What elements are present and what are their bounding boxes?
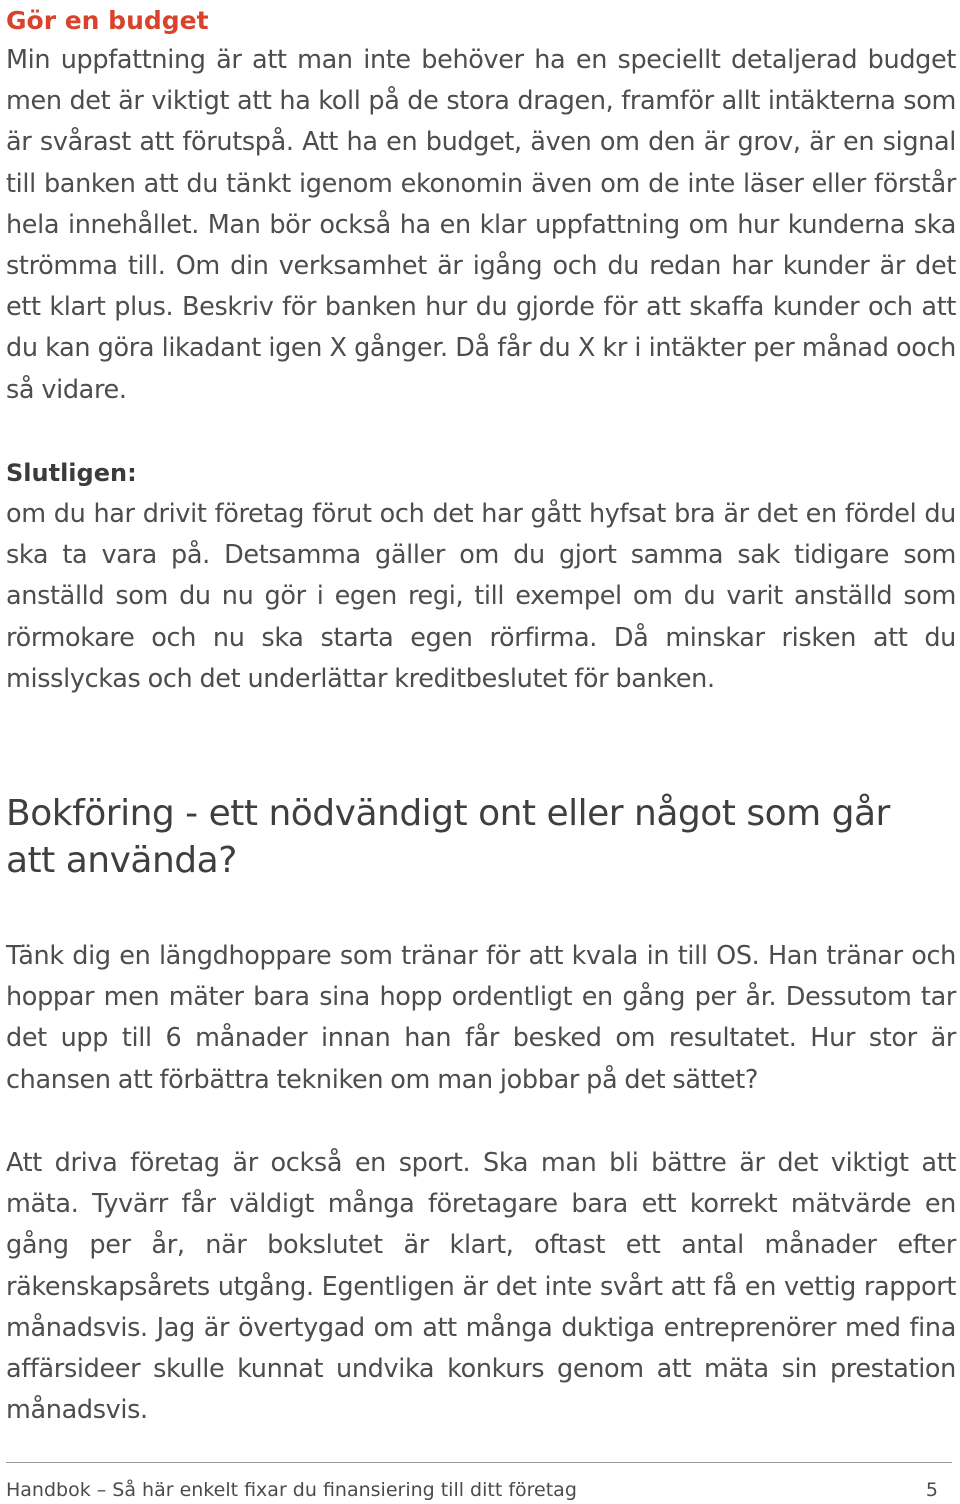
budget-paragraph: Min uppfattning är att man inte behöver ha en speciellt detaljerad budget men det är viktigt att ha koll på de stora dragen, framför allt intäkterna som är svårast att förutspå. Att ha en budget, även om den är grov, är en signal till banken att du tänkt igenom ekonomin även om de inte läser eller förstår hela innehållet. Man bör också ha en klar uppfattning om hur kunderna ska strömma till. Om din verksamhet är igång och du redan har kunder är det ett klart plus. Beskriv för banken hur du gjorde för att skaffa kunder och att du kan göra likadant igen X gånger. Då får du X kr i intäkter per månad ooch så vidare. [6, 45, 956, 405]
footer-divider [6, 1462, 952, 1463]
budget-heading: Gör en budget [6, 6, 209, 35]
finally-paragraph: om du har drivit företag förut och det har gått hyfsat bra är det en fördel du ska ta vara på. Detsamma gäller om du gjort samma sak tidigare som anställd som du nu gör i egen regi, till exempel om du varit anställd som rörmokare och nu ska starta egen rörfirma. Då minskar risken att du misslyckas och det underlättar kreditbeslutet för banken. [6, 499, 956, 694]
bookkeeping-paragraph-1: Tänk dig en längdhoppare som tränar för att kvala in till OS. Han tränar och hoppar men mäter bara sina hopp ordentligt en gång per år. Dessutom tar det upp till 6 månader innan han får besked om resultatet. Hur stor är chansen att förbättra tekniken om man jobbar på det sättet? [6, 941, 956, 1095]
finally-label: Slutligen: [6, 459, 137, 487]
page-number: 5 [925, 1479, 938, 1501]
bookkeeping-section-title: Bokföring - ett nödvändigt ont eller något som går att använda? [6, 793, 890, 881]
footer-title: Handbok – Så här enkelt fixar du finansiering till ditt företag [6, 1479, 577, 1501]
bookkeeping-paragraph-2: Att driva företag är också en sport. Ska man bli bättre är det viktigt att mäta. Tyvärr får väldigt många företagare bara ett korrekt mätvärde en gång per år, när bokslutet är klart, oftast ett antal månader efter räkenskapsårets utgång. Egentligen är det inte svårt att få en vettig rapport månadsvis. Jag är övertygad om att många duktiga entreprenörer med fina affärsideer skulle kunnat undvika konkurs genom att mäta sin prestation månadsvis. [6, 1148, 956, 1426]
